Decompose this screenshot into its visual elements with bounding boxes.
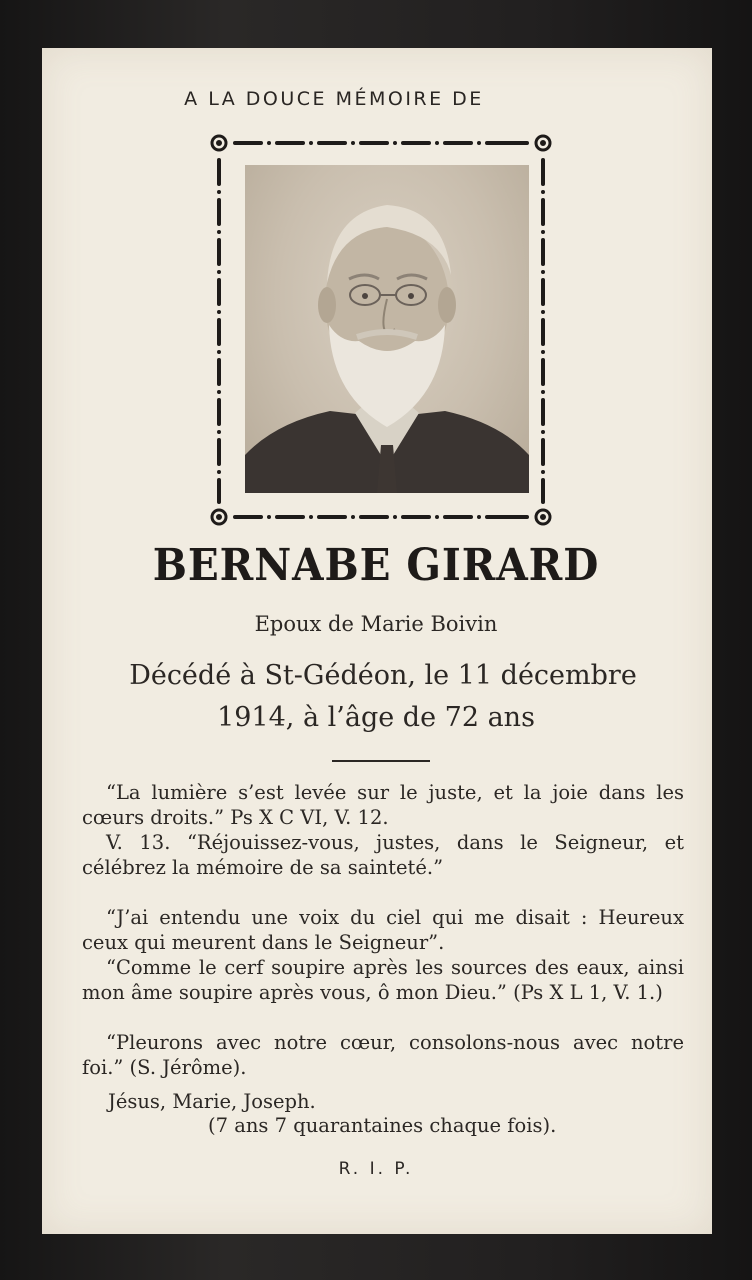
- prayer-line: Jésus, Marie, Joseph.: [108, 1090, 316, 1113]
- corner-ornament-br: [536, 510, 550, 524]
- portrait-figure: [245, 165, 529, 493]
- verse-1-text: “La lumière s’est levée sur le juste, et la joie dans les cœurs droits.” Ps X C VI, V. 12.: [82, 781, 684, 829]
- death-line-2: 1914, à l’âge de 72 ans: [217, 702, 535, 733]
- verse-4-text: “Comme le cerf soupire après les sources des eaux, ainsi mon âme soupire après vous, ô mon Dieu.” (Ps X L 1, V. 1.): [82, 956, 684, 1004]
- verse-2: [82, 830, 684, 880]
- verse-1: [82, 780, 684, 830]
- frame-left-bar: [217, 158, 221, 504]
- portrait-photo: [245, 165, 529, 493]
- verse-2-text: V. 13. “Réjouissez-vous, justes, dans le Seigneur, et célébrez la mémoire de sa sainteté.”: [82, 831, 684, 879]
- corner-ornament-tl: [212, 136, 226, 150]
- indulgence-line: (7 ans 7 quarantaines chaque fois).: [208, 1114, 557, 1137]
- frame-bottom-bar: [233, 515, 529, 519]
- divider-rule: [332, 760, 430, 762]
- corner-ornament-tr: [536, 136, 550, 150]
- frame-right-bar: [541, 158, 545, 504]
- spouse-line: Epoux de Marie Boivin: [254, 612, 498, 636]
- rip-closing: R. I. P.: [338, 1159, 414, 1179]
- verse-3: [82, 905, 684, 955]
- verse-5: [82, 1030, 684, 1080]
- verse-4: [82, 955, 684, 1005]
- frame-top-bar: [233, 141, 529, 145]
- death-line-1: Décédé à St-Gédéon, le 11 décembre: [129, 660, 637, 691]
- verse-3-text: “J’ai entendu une voix du ciel qui me disait : Heureux ceux qui meurent dans le Seigneur”.: [82, 906, 684, 954]
- card-header: A LA DOUCE MÉMOIRE DE: [184, 88, 484, 110]
- deceased-name: BERNABE GIRARD: [152, 540, 600, 591]
- verse-5-text: “Pleurons avec notre cœur, consolons-nous avec notre foi.” (S. Jérôme).: [82, 1031, 684, 1079]
- corner-ornament-bl: [212, 510, 226, 524]
